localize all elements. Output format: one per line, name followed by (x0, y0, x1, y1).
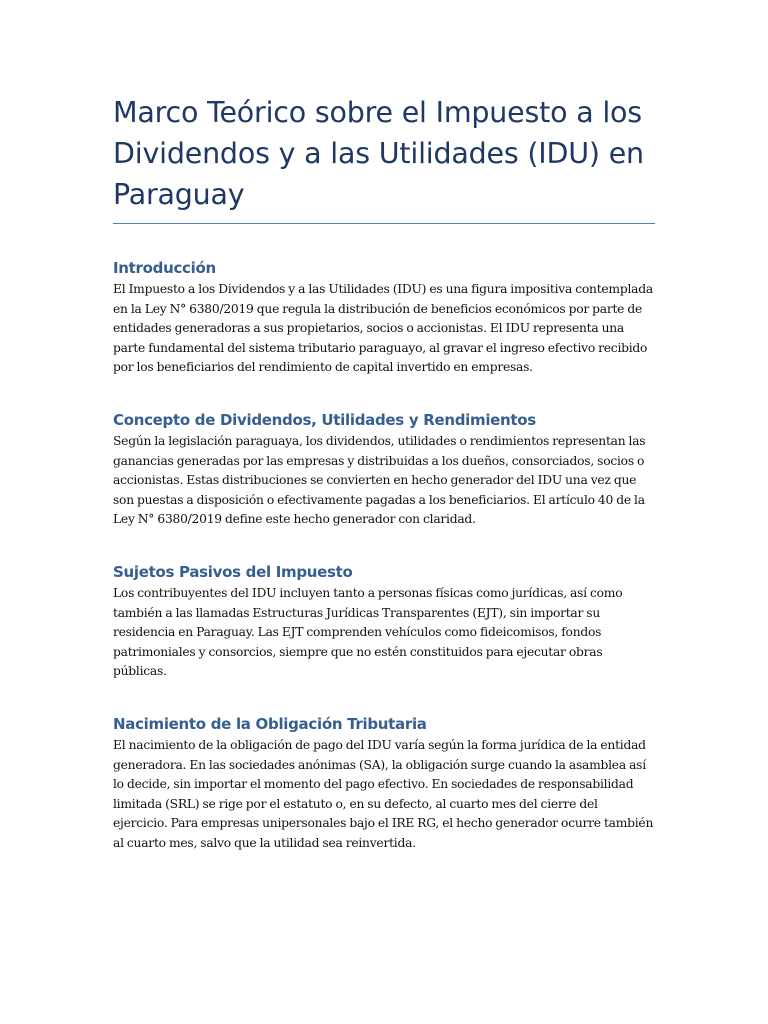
document-title: Marco Teórico sobre el Impuesto a los Dividendos y a las Utilidades (IDU) en Paraguay (113, 96, 644, 211)
section-heading: Sujetos Pasivos del Impuesto (113, 562, 353, 581)
section-nacimiento-obligacion (113, 715, 655, 854)
section-heading: Nacimiento de la Obligación Tributaria (113, 714, 427, 733)
section-paragraph: Los contribuyentes del IDU incluyen tanto a personas físicas como jurídicas, así como también a las llamadas Estructuras Jurídicas Transparentes (EJT), sin importar su residencia en Paraguay. Las EJT comprenden vehículos como fideicomisos, fondos patrimoniales y consorcios, siempre que no estén constituidos para ejecutar obras públicas. (113, 585, 623, 679)
section-paragraph: El nacimiento de la obligación de pago del IDU varía según la forma jurídica de la entidad generadora. En las sociedades anónimas (SA), la obligación surge cuando la asamblea así lo decide, sin importar el momento del pago efectivo. En sociedades de responsabilidad limitada (SRL) se rige por el estatuto o, en su defecto, al cuarto mes del cierre del ejercicio. Para empresas unipersonales bajo el IRE RG, el hecho generador ocurre también al cuarto mes, salvo que la utilidad sea reinvertida. (113, 737, 654, 850)
section-introduccion (113, 259, 655, 378)
section-heading: Introducción (113, 259, 216, 277)
section-concepto (113, 411, 655, 530)
title-divider (113, 223, 655, 224)
section-paragraph: El Impuesto a los Dividendos y a las Utilidades (IDU) es una figura impositiva contemplada en la Ley N° 6380/2019 que regula la distribución de beneficios económicos por parte de entidades generadoras a sus propietarios, socios o accionistas. El IDU representa una parte fundamental del sistema tributario paraguayo, al gravar el ingreso efectivo recibido por los beneficiarios del rendimiento de capital invertido en empresas. (113, 282, 653, 375)
section-paragraph: Según la legislación paraguaya, los dividendos, utilidades o rendimientos representan las ganancias generadas por las empresas y distribuidas a los dueños, consorciados, socios o accionistas. Estas distribuciones se convierten en hecho generador del IDU una vez que son puestas a disposición o efectivamente pagadas a los beneficiarios. El artículo 40 de la Ley N° 6380/2019 define este hecho generador con claridad. (113, 433, 646, 527)
document-page (113, 92, 655, 853)
section-heading: Concepto de Dividendos, Utilidades y Rendimientos (113, 410, 536, 429)
section-sujetos-pasivos (113, 563, 655, 682)
